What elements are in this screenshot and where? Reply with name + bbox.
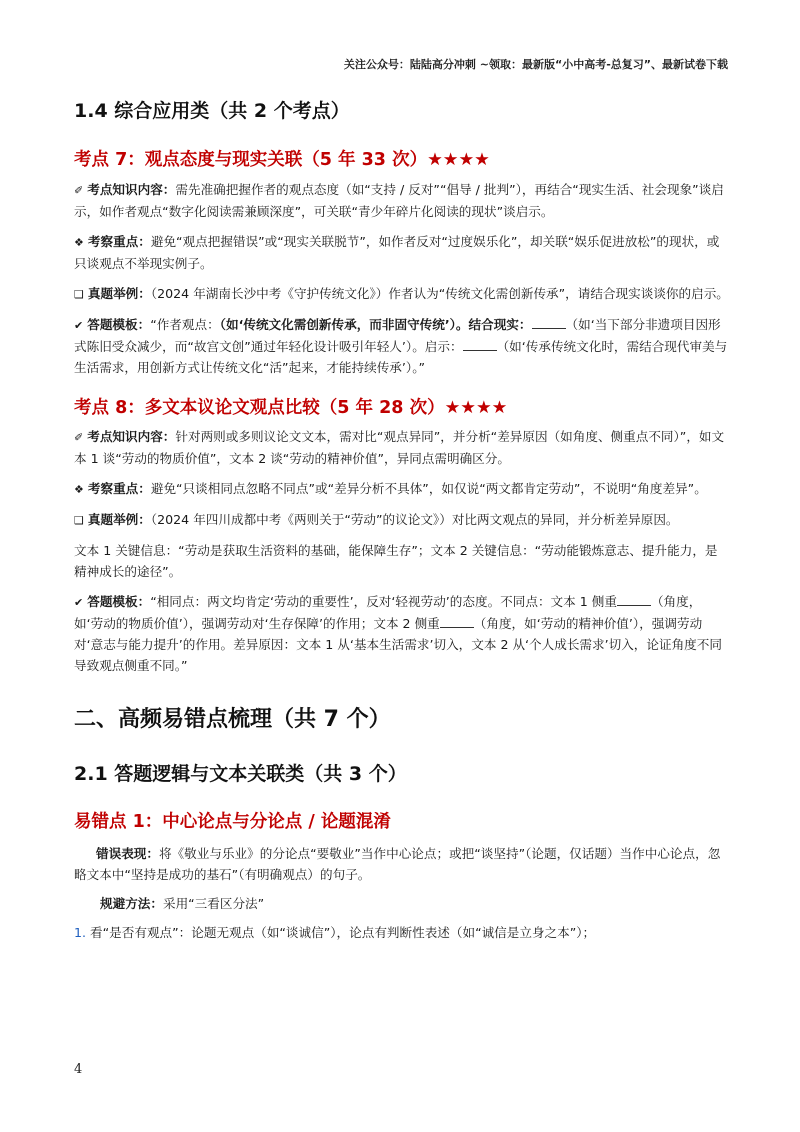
kp8-example-text: （2024 年四川成都中考《两则关于“劳动”的议论文》）对比两文观点的异同，并分析差异原因。: [150, 512, 679, 527]
part2-heading: 二、高频易错点梳理（共 7 个）: [74, 707, 391, 732]
kp7-example: [74, 283, 730, 305]
kp8-focus-text: 避免“只谈相同点忽略不同点”或“差异分析不具体”，如仅说“两文都肯定劳动”，不说明“角度差异”。: [150, 481, 707, 496]
kp7-example-text: （2024 年湖南长沙中考《守护传统文化》）作者认为“传统文化需创新传承”，请结合现实谈谈你的启示。: [150, 286, 729, 301]
kp8-key-info: 文本 1 关键信息：“劳动是获取生活资料的基础，能保障生存”；文本 2 关键信息：“劳动能锻炼意志、提升能力，是精神成长的途径”。: [74, 543, 718, 579]
err1-error: [74, 843, 730, 885]
kp7-knowledge-label: 考点知识内容：: [87, 182, 176, 197]
page-header-notice: 关注公众号：陆陆高分冲刺 ~领取：最新版“小中高考-总复习”、最新试卷下载: [343, 58, 728, 71]
square-bullet-icon: ❑: [74, 514, 84, 527]
kp7-template-part3: （如‘传承传统文化时，需结合现代审美与生活需求，用创新方式让传统文化“活”起来，才能持续传承’）。”: [74, 339, 728, 375]
kp8-focus: [74, 478, 730, 500]
err1-method-text: 采用“三看区分法”: [162, 896, 265, 911]
kp8-template-part2: （角度，如‘劳动的物质价值’），强调劳动对‘生存保障’的作用；文本 2 侧重: [74, 594, 702, 631]
kp7-template-part2: （如‘当下部分非遗项目因形式陈旧受众减少，而“故宫文创”通过年轻化设计吸引年轻人’）。启示：: [74, 317, 721, 354]
kp7-template-part1: “作者观点：: [150, 317, 220, 332]
kp8-template-label: 答题模板：: [87, 594, 151, 609]
kp7-example-label: 真题举例：: [87, 286, 151, 301]
kp7-focus: [74, 231, 730, 274]
kp8-example: [74, 509, 730, 531]
kp7-template: [74, 314, 730, 378]
kp8-template: [74, 591, 730, 676]
checkmark-icon: ✔: [74, 319, 84, 332]
kp7-template-bold: （如‘传统文化需创新传承，而非固守传统’）。结合现实：: [219, 317, 532, 332]
kp8-focus-label: 考察重点：: [87, 481, 151, 496]
page-number: 4: [74, 1062, 83, 1077]
kp7-heading: 考点 7：观点态度与现实关联（5 年 33 次）★★★★: [74, 150, 490, 170]
err1-error-label: 错误表现：: [96, 846, 159, 861]
pencil-icon: ✐: [74, 184, 84, 197]
kp8-knowledge-text: 针对两则或多则议论文文本，需对比“观点异同”，并分析“差异原因（如角度、侧重点不同）”，如文本 1 谈“劳动的物质价值”，文本 2 谈“劳动的精神价值”，异同点需明确区分。: [74, 429, 725, 466]
kp8-knowledge: [74, 426, 730, 469]
fill-blank: [440, 615, 474, 628]
diamond-bullet-icon: ❖: [74, 483, 84, 496]
err1-step1-text: 看“是否有观点”：论题无观点（如“谈诚信”），论点有判断性表述（如“诚信是立身之本”）；: [90, 925, 596, 940]
kp7-focus-text: 避免“观点把握错误”或“现实关联脱节”，如作者反对“过度娱乐化”，却关联“娱乐促进放松”的现状，或只谈观点不举现实例子。: [74, 234, 720, 271]
kp8-template-part3: （角度，如‘劳动的精神价值’），强调劳动对‘意志与能力提升’的作用。差异原因：文本 1 从‘基本生活需求’切入，文本 2 从‘个人成长需求’切入，论证角度不同导致观点侧重不同。”: [74, 616, 722, 673]
err1-error-text: 将《敬业与乐业》的分论点“要敬业”当作中心论点；或把“谈坚持”（论题，仅话题）当作中心论点，忽略文本中“坚持是成功的基石”（有明确观点）的句子。: [74, 846, 721, 882]
kp7-focus-label: 考察重点：: [87, 234, 151, 249]
checkmark-icon: ✔: [74, 596, 84, 609]
kp8-heading: 考点 8：多文本议论文观点比较（5 年 28 次）★★★★: [74, 398, 508, 418]
err1-method-label: 规避方法：: [100, 896, 163, 911]
square-bullet-icon: ❑: [74, 288, 84, 301]
err1-step1: [74, 922, 730, 943]
pencil-icon: ✐: [74, 431, 84, 444]
section-heading-1-4: 1.4 综合应用类（共 2 个考点）: [74, 100, 350, 122]
step-number: 1.: [74, 925, 87, 940]
kp7-template-label: 答题模板：: [87, 317, 151, 332]
err1-heading: 易错点 1：中心论点与分论点 / 论题混淆: [74, 812, 391, 832]
err1-method: [74, 893, 730, 914]
kp8-example-label: 真题举例：: [87, 512, 151, 527]
section-heading-2-1: 2.1 答题逻辑与文本关联类（共 3 个）: [74, 763, 407, 785]
fill-blank: [617, 593, 651, 606]
fill-blank: [463, 338, 497, 351]
kp8-template-part1: “相同点：两文均肯定‘劳动的重要性’，反对‘轻视劳动’的态度。不同点：文本 1 侧重: [150, 594, 617, 609]
kp7-knowledge-text: 需先准确把握作者的观点态度（如“支持 / 反对”“倡导 / 批判”），再结合“现实生活、社会现象”谈启示，如作者观点“数字化阅读需兼顾深度”，可关联“青少年碎片化阅读的现状”谈启示。: [74, 182, 724, 219]
kp8-knowledge-label: 考点知识内容：: [87, 429, 176, 444]
diamond-bullet-icon: ❖: [74, 236, 84, 249]
fill-blank: [532, 316, 566, 329]
kp7-knowledge: [74, 179, 730, 222]
page-content: [74, 92, 730, 943]
